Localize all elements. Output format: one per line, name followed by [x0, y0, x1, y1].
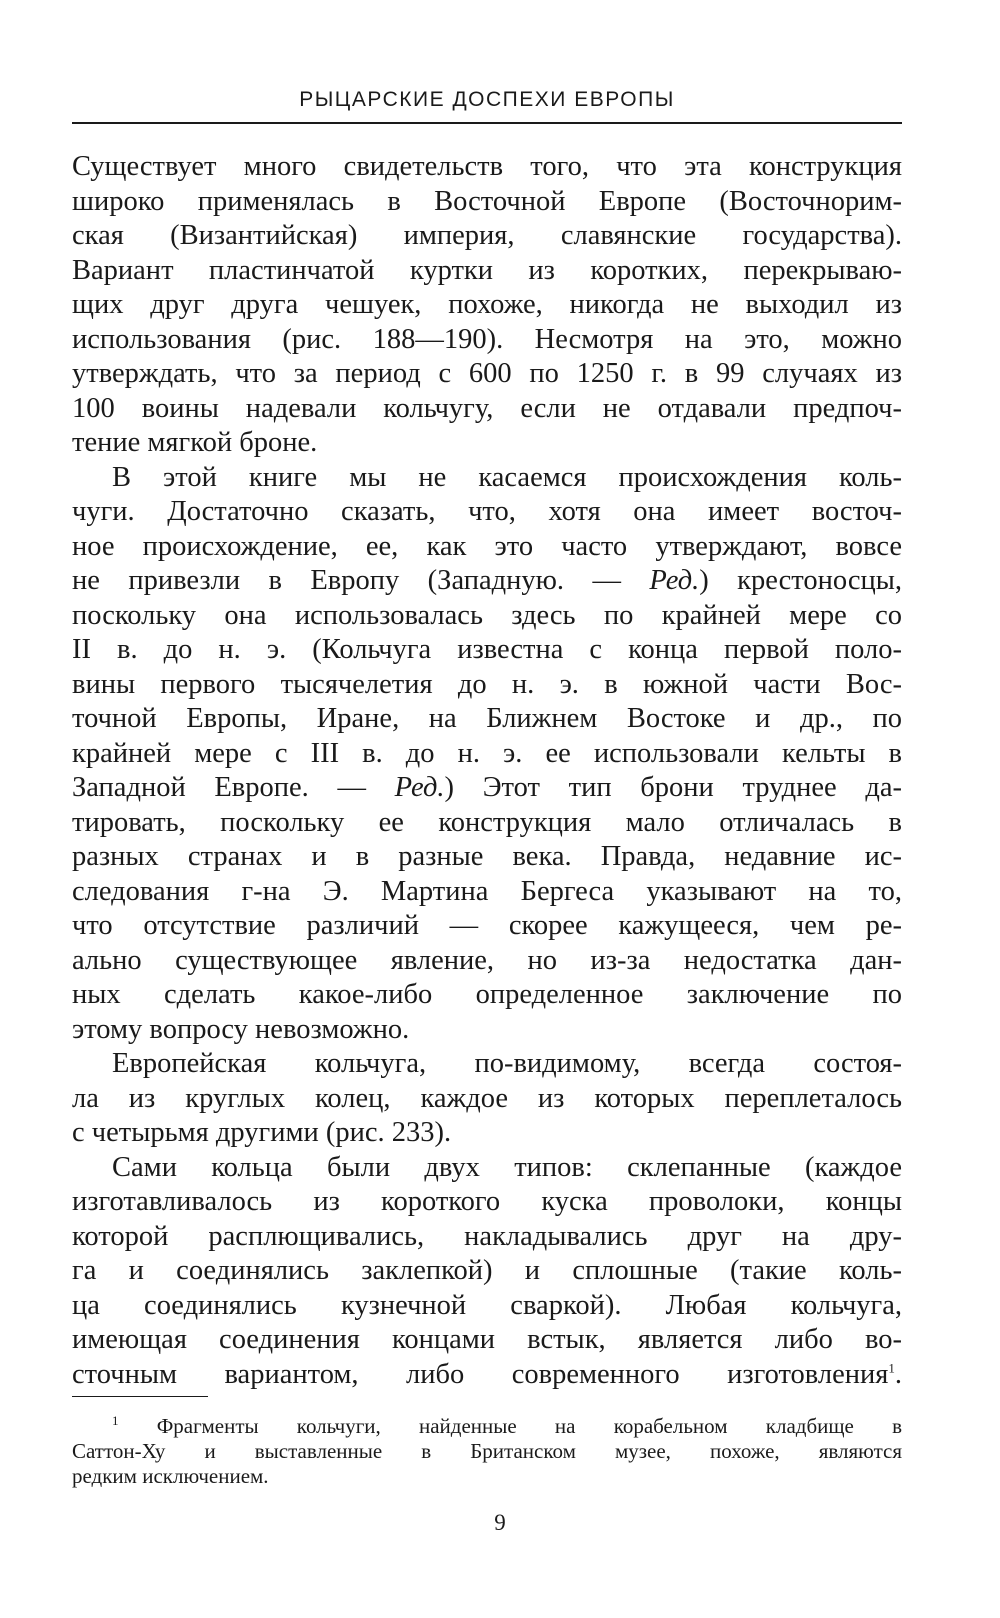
editor-note: Ред.: [649, 565, 700, 596]
editor-note: Ред.: [394, 772, 445, 803]
text-fragment: сточным вариантом, либо современного изготовления: [72, 1358, 889, 1390]
text-line: тение мягкой броне.: [72, 427, 318, 458]
text-line: точной Европы, Иране, на Ближнем Востоке и др., по: [72, 703, 902, 734]
text-line: следования г-на Э. Мартина Бергеса указывают на то,: [72, 875, 902, 907]
paragraph-4: [72, 1151, 902, 1393]
text-line: га и соединялись заклепкой) и сплошные (такие коль-: [72, 1255, 902, 1286]
footnote-line: Саттон-Ху и выставленные в Британском музее, похоже, являются: [72, 1439, 902, 1463]
body-text: [72, 150, 902, 1392]
text-line: широко применялась в Восточной Европе (Восточнорим-: [72, 185, 902, 217]
text-line: ла из круглых колец, каждое из которых переплеталось: [72, 1082, 902, 1114]
text-line-with-footnote-ref: [72, 1358, 902, 1393]
text-line: Сами кольца были двух типов: склепанные (каждое: [112, 1151, 902, 1183]
text-line: поскольку она использовалась здесь по крайней мере со: [72, 599, 902, 631]
text-line: тировать, поскольку ее конструкция мало отличалась в: [72, 806, 902, 838]
text-fragment: .: [894, 1358, 902, 1390]
text-line: II в. до н. э. (Кольчуга известна с конца первой поло-: [72, 634, 902, 665]
text-line: что отсутствие различий — скорее кажущееся, чем ре-: [72, 910, 902, 941]
text-line: этому вопросу невозможно.: [72, 1013, 410, 1045]
text-line: которой расплющивались, накладывались друг на дру-: [72, 1220, 902, 1252]
footnote-line: редким исключением.: [72, 1464, 269, 1488]
text-line: Европейская кольчуга, по-видимому, всегда состоя-: [112, 1048, 902, 1079]
text-line: утверждать, что за период с 600 по 1250 г. в 99 случаях из: [72, 358, 902, 389]
text-line: ца соединялись кузнечной сваркой). Любая кольчуга,: [72, 1289, 902, 1321]
page-number: 9: [494, 1510, 506, 1535]
text-line: Существует много свидетельств того, что эта конструкция: [72, 151, 902, 182]
text-fragment: ) Этот тип брони труднее да-: [444, 772, 902, 803]
footnote-marker: 1: [112, 1413, 119, 1428]
text-line: крайней мере с III в. до н. э. ее использовали кельты в: [72, 737, 902, 769]
text-line-with-editor-note: [72, 564, 902, 599]
paragraph-3: [72, 1047, 902, 1151]
text-line: вины первого тысячелетия до н. э. в южной части Вос-: [72, 668, 902, 700]
text-line: изготавливалось из короткого куска проволоки, концы: [72, 1186, 902, 1217]
text-line: с четырьмя другими (рис. 233).: [72, 1117, 452, 1148]
text-fragment: Фрагменты кольчуги, найденные на корабельном кладбище в: [156, 1414, 902, 1438]
paragraph-1: [72, 150, 902, 461]
footnote-reference[interactable]: 1: [888, 1360, 895, 1375]
text-line: Вариант пластинчатой куртки из коротких, перекрываю-: [72, 254, 902, 286]
footnote-rule: [72, 1396, 208, 1397]
text-line: В этой книге мы не касаемся происхождения коль-: [112, 461, 902, 493]
text-line: ская (Византийская) империя, славянские государства).: [72, 220, 902, 251]
footnote-line: [72, 1414, 902, 1439]
text-fragment: ) крестоносцы,: [699, 565, 902, 596]
footnote: [72, 1414, 902, 1489]
text-line: ных сделать какое-либо определенное заключение по: [72, 979, 902, 1010]
text-line: ально существующее явление, но из-за недостатка дан-: [72, 944, 902, 976]
header-rule: [72, 122, 902, 124]
text-line: щих друг друга чешуек, похоже, никогда не выходил из: [72, 289, 902, 320]
text-line: использования (рис. 188—190). Несмотря на это, можно: [72, 323, 902, 355]
text-line: 100 воины надевали кольчугу, если не отдавали предпоч-: [72, 392, 902, 424]
running-head: РЫЦАРСКИЕ ДОСПЕХИ ЕВРОПЫ: [299, 88, 675, 111]
text-line: чуги. Достаточно сказать, что, хотя она имеет восточ-: [72, 496, 902, 527]
text-fragment: Западной Европе. —: [72, 772, 395, 803]
text-line: имеющая соединения концами встык, является либо во-: [72, 1324, 902, 1355]
text-fragment: не привезли в Европу (Западную. —: [72, 565, 650, 596]
text-line: разных странах и в разные века. Правда, недавние ис-: [72, 841, 902, 872]
text-line-with-editor-note: [72, 771, 902, 806]
paragraph-2: [72, 461, 902, 1048]
text-line: ное происхождение, ее, как это часто утверждают, вовсе: [72, 530, 902, 562]
